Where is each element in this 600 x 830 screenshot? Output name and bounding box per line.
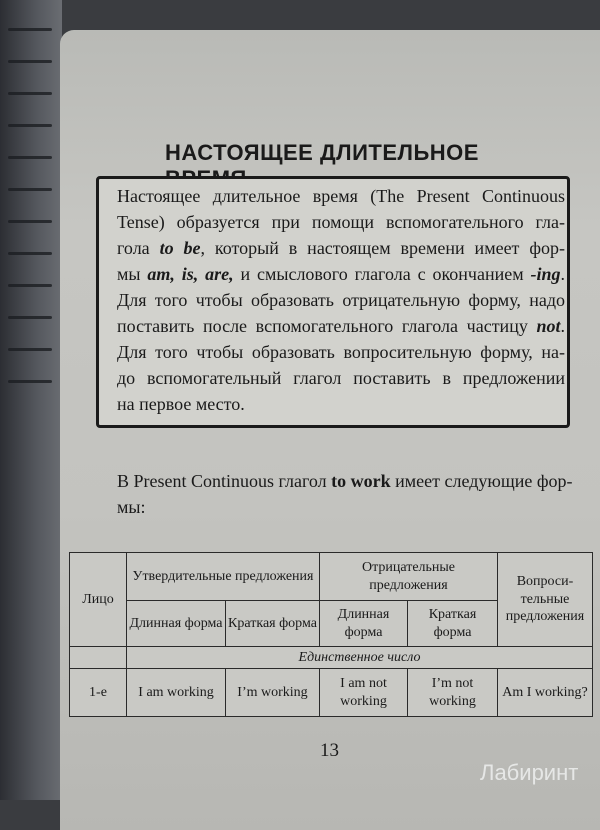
person-cell: 1-е <box>70 669 127 717</box>
rule-line-7: Для того чтобы образовать вопросительную форму, на- <box>117 342 565 362</box>
term-ing: -ing <box>530 264 561 284</box>
page-title: НАСТОЯЩЕЕ ДЛИТЕЛЬНОЕ <box>165 140 479 165</box>
intro-line-2: мы: <box>117 497 146 517</box>
negative-header: Отрицательные предложения <box>320 553 498 601</box>
rule-line-5: Для того чтобы образовать отрицательную форму, надо <box>117 290 565 310</box>
neg-long-cell: I am not working <box>320 669 408 717</box>
affirmative-header: Утвердительные предложения <box>127 553 320 601</box>
rule-line-3: гола to be, который в настоящем времени имеет фор- <box>117 238 565 258</box>
interrogative-header: Вопроси-тельные предложения <box>498 553 593 647</box>
aff-short-form-header: Краткая форма <box>226 601 320 647</box>
aff-short-cell: I’m working <box>226 669 320 717</box>
rule-line-2: Tense) образуется при помощи вспомогательного гла- <box>117 212 565 232</box>
rule-line-9: на первое место. <box>117 394 245 414</box>
neg-short-form-header: Краткая форма <box>408 601 498 647</box>
forms-table <box>69 552 593 717</box>
aff-long-cell: I am working <box>127 669 226 717</box>
term-am-is-are: am, is, are, <box>147 264 234 284</box>
page-number: 13 <box>320 740 339 761</box>
singular-label: Единственное число <box>127 647 593 669</box>
rule-line-8: до вспомогательный глагол поставить в предложении <box>117 368 565 388</box>
table-row <box>70 669 593 717</box>
person-header: Лицо <box>70 553 127 647</box>
question-cell: Am I working? <box>498 669 593 717</box>
rule-line-6: поставить после вспомогательного глагола частицу not. <box>117 316 565 336</box>
neg-short-cell: I’m not working <box>408 669 498 717</box>
term-to-be: to be <box>159 238 201 258</box>
rule-line-1: Настоящее длительное время (The Present Continuous <box>117 186 565 206</box>
number-row <box>70 647 593 669</box>
verb-to-work: to work <box>331 471 391 491</box>
watermark-logo: Лабиринт <box>480 760 579 785</box>
empty-cell <box>70 647 127 669</box>
notebook-spine <box>0 0 62 800</box>
intro-line-1: В Present Continuous глагол to work имеет следующие фор- <box>117 471 573 491</box>
term-not: not <box>536 316 561 336</box>
aff-long-form-header: Длинная форма <box>127 601 226 647</box>
rule-line-4: мы am, is, are, и смыслового глагола с окончанием -ing. <box>117 264 565 284</box>
table-header-row <box>70 553 593 601</box>
neg-long-form-header: Длинная форма <box>320 601 408 647</box>
